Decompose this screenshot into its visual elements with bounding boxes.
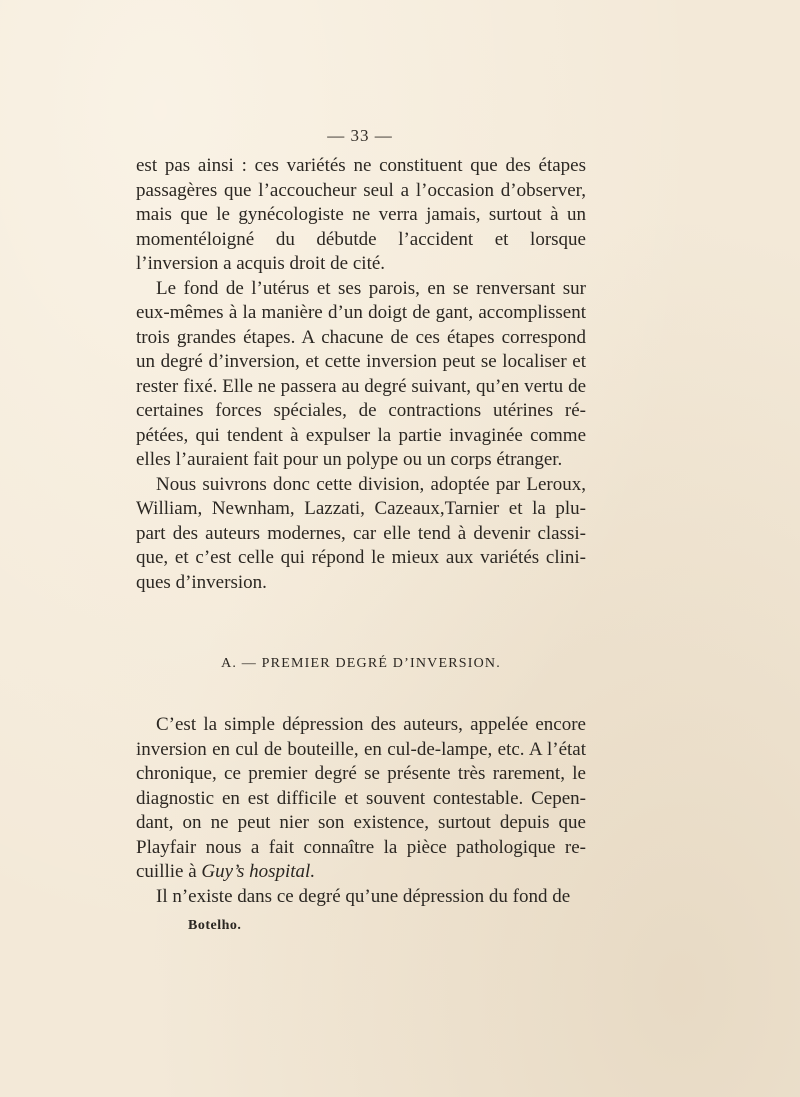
author-signature: Botelho. <box>188 918 242 933</box>
body-text-upper <box>136 154 586 595</box>
page-number: — 33 — <box>327 126 393 145</box>
section-heading: A. — PREMIER DEGRÉ D’INVERSION. <box>221 656 501 671</box>
body-text-lower <box>136 713 586 909</box>
paragraph-text: C’est la simple dépression des auteurs, appelée encore inversion en cul de bouteille, en cul-de-lampe, etc. A l’état chronique, ce premier degré se présente très rarement, le diagnostic en est difficile et souvent contestable. Cepen-dant, on ne peut nier son existence, surtout depuis que Playfair nous a fait connaître la pièce pathologique re-cuillie à <box>136 714 586 882</box>
paragraph-simple-depression <box>136 713 586 885</box>
paragraph-depression-fond: Il n’existe dans ce degré qu’une dépression du fond de <box>156 885 571 907</box>
hospital-name: Guy’s hospital. <box>201 861 316 882</box>
paragraph-uterus-stages: Le fond de l’utérus et ses parois, en se renversant sur eux-mêmes à la manière d’un doigt de gant, accomplissent trois grandes étapes. A chacune de ces étapes correspond un degré d’inversion, et cette inversion peut se localiser et rester fixé. Elle ne passera au degré suivant, qu’en vertu de certaines forces spéciales, de contractions utérines ré-pétées, qui tendent à expulser la partie invaginée comme elles l’auraient fait pour un polype ou un corps étranger. <box>136 277 586 470</box>
paragraph-continuation: est pas ainsi : ces variétés ne constituent que des étapes passagères que l’accoucheur seul a l’occasion d’observer, mais que le gynécologiste ne verra jamais, surtout à un momentéloigné du débutde l’accident et lorsque l’inversion a acquis droit de cité. <box>136 155 586 274</box>
paragraph-division: Nous suivrons donc cette division, adoptée par Leroux, William, Newnham, Lazzati, Cazeaux,Tarnier et la plu-part des auteurs modernes, car elle tend à devenir classi-que, et c’est celle qui répond le mieux aux variétés clini-ques d’inversion. <box>136 473 586 593</box>
